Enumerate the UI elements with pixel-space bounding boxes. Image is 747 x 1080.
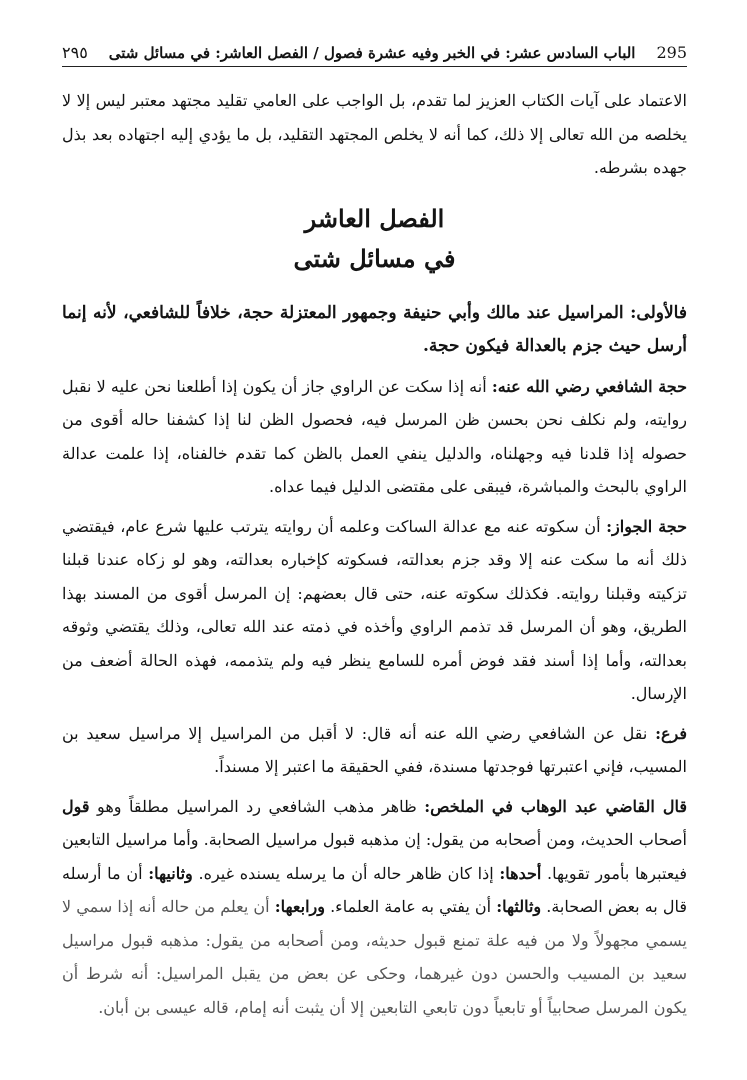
paragraph-text: أن يعلم من حاله أنه إذا سمي لا يسمي مجهولاً ولا من فيه علة تمنع قبول حديثه، ومن أصحابه من يقول: مذهبه قبول مراسيل سعيد بن المسيب والحسن دون غيرهما، وحكى عن بعض من يقبل المراسيل: أنه شرط أن يكون المرسل صحابياً أو تابعياً دون تابعي التابعين إلا أن يثبت أنه إمام، قاله عيسى بن أبان. bbox=[62, 897, 687, 1017]
inline-bold: ورابعها: bbox=[274, 897, 325, 916]
paragraph-shafii-argument bbox=[62, 370, 687, 504]
page-number: 295 bbox=[656, 43, 687, 62]
chapter-subtitle: في مسائل شتى bbox=[293, 243, 456, 273]
page-body bbox=[62, 84, 687, 1030]
paragraph-text: أن يفتي به عامة العلماء. bbox=[324, 897, 497, 916]
paragraph-lead: حجة الشافعي رضي الله عنه: bbox=[491, 376, 688, 396]
paragraph-lead: فرع: bbox=[655, 723, 687, 743]
chapter-title: الفصل العاشر bbox=[304, 203, 445, 233]
inline-bold: قول bbox=[62, 796, 90, 816]
paragraph-branch bbox=[62, 717, 687, 784]
paragraph-qadi-abd-al-wahhab bbox=[62, 790, 687, 1025]
intro-paragraph: الاعتماد على آيات الكتاب العزيز لما تقدم، بل الواجب على العامي تقليد مجتهد معتبر ليس إلا لا يخلصه من الله تعالى إلا ذلك، كما أنه لا يخلص المجتهد التقليد، بل ما يؤدي إليه اجتهاده بعد بذل جهده بشرطه. bbox=[62, 91, 687, 177]
running-title: الباب السادس عشر: في الخبر وفيه عشرة فصول / الفصل العاشر: في مسائل شتى bbox=[108, 44, 636, 62]
paragraph-permissibility-argument bbox=[62, 510, 687, 711]
inline-bold: أحدها: bbox=[499, 863, 542, 883]
paragraph-text: أصحاب الحديث، ومن أصحابه من يقول: إن مذهبه قبول مراسيل الصحابة. وأما مراسيل التابعين فيعتبرها بأمور تقويها. bbox=[62, 830, 687, 883]
inline-bold: وثانيها: bbox=[148, 863, 193, 883]
paragraph-text: ظاهر مذهب الشافعي رد المراسيل مطلقاً وهو bbox=[89, 796, 425, 816]
page-header bbox=[62, 30, 687, 67]
paragraph-text: أن ما أرسله قال به بعض الصحابة. bbox=[62, 863, 688, 916]
paragraph-text: أن سكوته عنه مع عدالة الساكت وعلمه أن روايته يترتب عليها شرع عام، فيقتضي ذلك أنه ما سكت عنه إلا وقد جزم بعدالته، فسكوته كإخباره بعدالته، وهو لو زكاه عندنا قبلنا تزكيته وقبلنا روايته. فكذلك سكوته عنه، حتى قال بعضهم: إن المرسل أقوى من المسند بهذا الطريق، وهو أن المرسل قد تذمم الراوي وأخذه في ذمته عند الله تعالى، وذلك يقتضي وثوقه بعدالته، وأما إذا أسند فقد فوض أمره للسامع ينظر فيه ولم يتذممه، فهذه الحالة أضعف من الإرسال. bbox=[62, 516, 687, 703]
paragraph-text: إذا كان ظاهر حاله أن ما يرسله يسنده غيره. bbox=[192, 863, 500, 883]
inline-bold: وثالثها: bbox=[496, 897, 542, 916]
chapter-heading bbox=[62, 199, 687, 279]
paragraph-lead: قال القاضي عبد الوهاب في الملخص: bbox=[424, 796, 687, 816]
paragraph-first-issue: فالأولى: المراسيل عند مالك وأبي حنيفة وجمهور المعتزلة حجة، خلافاً للشافعي، لأنه إنما أرسل حيث جزم بالعدالة فيكون حجة. bbox=[62, 302, 687, 356]
page-number-arabic: ٢٩٥ bbox=[62, 43, 88, 62]
paragraph-text: نقل عن الشافعي رضي الله عنه أنه قال: لا أقبل من المراسيل إلا مراسيل سعيد بن المسيب، فإني اعتبرتها فوجدتها مسندة، ففي الحقيقة ما اعتبر إلا مسنداً. bbox=[62, 723, 687, 776]
paragraph-text: أنه إذا سكت عن الراوي جاز أن يكون إذا أطلعنا نحن عليه لا نقبل روايته، ولم نكلف نحن بحسن ظن المرسل فيه، فحصول الظن لنا إذا كشفنا حاله أقوى من حصوله إذا قلدنا فيه وجهلناه، والدليل ينفي العمل بالظن كما تقدم خالفناه، إذا علمت عدالة الراوي بالبحث والمباشرة، فيبقى على مقتضى الدليل فيما عداه. bbox=[62, 376, 687, 496]
paragraph-lead: حجة الجواز: bbox=[606, 516, 688, 536]
